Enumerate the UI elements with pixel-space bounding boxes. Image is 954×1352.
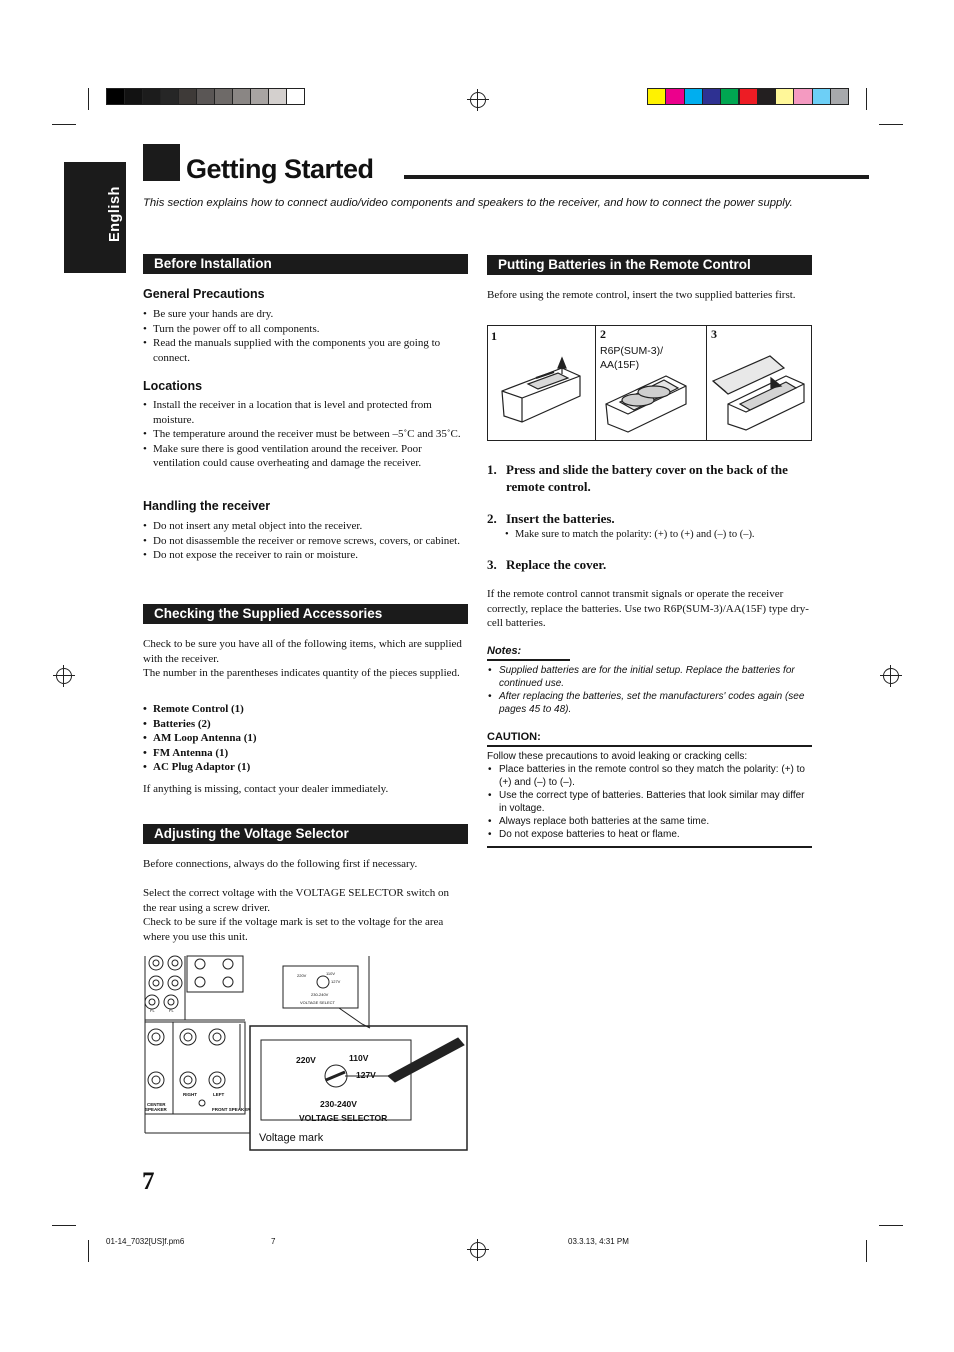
- color-swatch: [702, 88, 721, 105]
- voltage-paragraph-2: Select the correct voltage with the VOLTAGE SELECTOR switch on the rear using a screw driver.: [143, 887, 449, 914]
- battery-figure: [487, 325, 812, 441]
- color-swatch: [793, 88, 812, 105]
- color-swatch: [647, 88, 666, 105]
- color-swatch: [124, 88, 143, 105]
- battery-step: [487, 556, 807, 573]
- language-tab-label: English: [107, 186, 123, 242]
- label-front-speaker: FRONT SPEAKER: [212, 1107, 251, 1112]
- general-precautions-list: [143, 307, 468, 365]
- list-item: • Do not expose the receiver to rain or moisture.: [143, 548, 463, 563]
- caution-item: • Do not expose batteries to heat or flame.: [487, 828, 812, 841]
- accessory-item: • Batteries (2): [143, 717, 463, 732]
- small-110-label: 110V: [326, 971, 336, 976]
- color-swatch: [665, 88, 684, 105]
- color-swatch: [214, 88, 233, 105]
- crop-mark: [879, 1225, 903, 1226]
- crop-mark: [866, 88, 867, 110]
- step-number: 3.: [487, 557, 497, 572]
- section-heading-accessories: Checking the Supplied Accessories: [143, 604, 468, 624]
- caution-rule-top: [487, 745, 812, 747]
- title-rule: [404, 175, 869, 179]
- color-swatch: [812, 88, 831, 105]
- caution-title: CAUTION:: [487, 731, 541, 743]
- list-item: • Make sure there is good ventilation around the receiver. Poor ventilation could cause overheating and damage the receiver.: [143, 442, 463, 471]
- caution-item: • Always replace both batteries at the same time.: [487, 815, 812, 828]
- list-item: • Read the manuals supplied with the components you are going to connect.: [143, 336, 468, 365]
- list-item: • Be sure your hands are dry.: [143, 307, 468, 322]
- color-swatch: [775, 88, 794, 105]
- figure-label-3: 3: [711, 327, 717, 341]
- step-text: Replace the cover.: [506, 557, 607, 572]
- accessories-paragraph-2: The number in the parentheses indicates quantity of the pieces supplied.: [143, 667, 460, 679]
- registration-mark-icon: [470, 1242, 486, 1258]
- note-item: • After replacing the batteries, set the manufacturers' codes again (see pages 45 to 48).: [487, 690, 812, 716]
- figure-label-1: 1: [491, 329, 497, 343]
- accessories-paragraph-1: Check to be sure you have all of the following items, which are supplied with the receiver.: [143, 638, 462, 665]
- caution-list: [487, 763, 812, 841]
- label-left: LEFT: [213, 1092, 225, 1097]
- list-item: • The temperature around the receiver must be between –5˚C and 35˚C.: [143, 427, 463, 442]
- label-voltage-mark: Voltage mark: [259, 1132, 324, 1144]
- label-voltage-selector: VOLTAGE SELECTOR: [299, 1113, 388, 1123]
- registration-mark-icon: [56, 668, 72, 684]
- notes-list-wrap: [487, 664, 812, 716]
- list-item: • Do not insert any metal object into the receiver.: [143, 519, 463, 534]
- color-swatch: [160, 88, 179, 105]
- footer-date: 03.3.13, 4:31 PM: [568, 1237, 629, 1246]
- crop-mark: [52, 124, 76, 125]
- list-item: • Turn the power off to all components.: [143, 322, 468, 337]
- accessory-item: • Remote Control (1): [143, 702, 463, 717]
- color-swatch: [830, 88, 849, 105]
- registration-mark-icon: [883, 668, 899, 684]
- step-text: Press and slide the battery cover on the back of the remote control.: [506, 462, 788, 494]
- replace-note: If the remote control cannot transmit signals or operate the receiver correctly, replace the batteries. Use two R6P(SUM-3)/AA(15F) type dry-cell batteries.: [487, 588, 809, 630]
- crop-mark: [88, 1240, 89, 1262]
- label-center: CENTER: [147, 1102, 166, 1107]
- footer-page: 7: [271, 1237, 276, 1246]
- caution-rule-bottom: [487, 846, 812, 848]
- section-heading-before-installation: Before Installation: [143, 254, 468, 274]
- accessory-item: • AC Plug Adaptor (1): [143, 760, 463, 775]
- step-number: 1.: [487, 462, 497, 477]
- caution-item: • Use the correct type of batteries. Batteries that look similar may differ in voltage.: [487, 789, 812, 815]
- list-item: • Make sure to match the polarity: (+) to (+) and (–) to (–).: [505, 528, 805, 543]
- title-block: [143, 144, 180, 181]
- color-swatch: [720, 88, 739, 105]
- small-220-label: 220V: [297, 973, 307, 978]
- crop-mark: [88, 88, 89, 110]
- color-swatch: [739, 88, 758, 105]
- section-heading-batteries: Putting Batteries in the Remote Control: [487, 255, 812, 275]
- step-text: Insert the batteries.: [506, 511, 615, 526]
- battery-step: [487, 461, 807, 495]
- registration-mark-icon: [470, 92, 486, 108]
- step-number: 2.: [487, 511, 497, 526]
- crop-mark: [866, 1240, 867, 1262]
- handling-list: [143, 519, 463, 563]
- caution-item: • Place batteries in the remote control so they match the polarity: (+) to (+) and (–) to (–).: [487, 763, 812, 789]
- notes-rule: [487, 659, 570, 661]
- language-tab: [64, 162, 126, 273]
- label-fl-left: FL: [150, 1008, 155, 1013]
- list-item: • Install the receiver in a location that is level and protected from moisture.: [143, 398, 463, 427]
- intro-text: This section explains how to connect audio/video components and speakers to the receiver, and how to connect the power supply.: [143, 197, 793, 209]
- voltage-selector-figure: [140, 950, 475, 1155]
- notes-title: Notes:: [487, 645, 522, 657]
- subheading-handling: Handling the receiver: [143, 499, 271, 513]
- label-230-240v: 230-240V: [320, 1099, 357, 1109]
- subheading-locations: Locations: [143, 379, 203, 393]
- caution-block: [487, 750, 812, 841]
- crop-mark: [52, 1225, 76, 1226]
- crop-mark: [879, 124, 903, 125]
- small-selector-label: VOLTAGE SELECT: [300, 1000, 335, 1005]
- color-swatch: [142, 88, 161, 105]
- subheading-general-precautions: General Precautions: [143, 287, 265, 301]
- small-230-label: 230-240V: [311, 992, 329, 997]
- polarity-note: [505, 528, 805, 543]
- label-speaker: SPEAKER: [145, 1107, 167, 1112]
- notes-list: [487, 664, 812, 716]
- color-swatch: [286, 88, 305, 105]
- color-swatch: [196, 88, 215, 105]
- voltage-paragraph-3: Check to be sure if the voltage mark is set to the voltage for the area where you use this unit.: [143, 916, 444, 943]
- battery-type-label: R6P(SUM-3)/ AA(15F): [600, 345, 664, 371]
- accessory-item: • AM Loop Antenna (1): [143, 731, 463, 746]
- locations-list: [143, 398, 463, 471]
- caution-intro: Follow these precautions to avoid leaking or cracking cells:: [487, 751, 748, 762]
- accessories-list: [143, 702, 463, 775]
- label-fl-right: FL: [169, 1008, 174, 1013]
- label-127v: 127V: [356, 1070, 376, 1080]
- color-swatch: [268, 88, 287, 105]
- label-110v: 110V: [349, 1053, 369, 1063]
- page-title: Getting Started: [186, 154, 374, 184]
- list-item: • Do not disassemble the receiver or remove screws, covers, or cabinet.: [143, 534, 463, 549]
- accessories-missing: If anything is missing, contact your dealer immediately.: [143, 783, 389, 795]
- color-swatch: [757, 88, 776, 105]
- label-right: RIGHT: [183, 1092, 197, 1097]
- color-swatch: [684, 88, 703, 105]
- color-swatch: [178, 88, 197, 105]
- color-swatch: [250, 88, 269, 105]
- section-heading-voltage: Adjusting the Voltage Selector: [143, 824, 468, 844]
- color-swatch: [106, 88, 125, 105]
- footer-file: 01-14_7032[US]f.pm6: [106, 1237, 185, 1246]
- voltage-paragraph-1: Before connections, always do the following first if necessary.: [143, 858, 418, 870]
- accessory-item: • FM Antenna (1): [143, 746, 463, 761]
- page-number: 7: [142, 1168, 155, 1195]
- label-220v: 220V: [296, 1055, 316, 1065]
- figure-label-2: 2: [600, 327, 606, 341]
- note-item: • Supplied batteries are for the initial setup. Replace the batteries for continued use.: [487, 664, 812, 690]
- color-swatch: [232, 88, 251, 105]
- battery-step: [487, 510, 807, 527]
- small-127-label: 127V: [331, 979, 341, 984]
- batteries-intro: Before using the remote control, insert the two supplied batteries first.: [487, 289, 796, 301]
